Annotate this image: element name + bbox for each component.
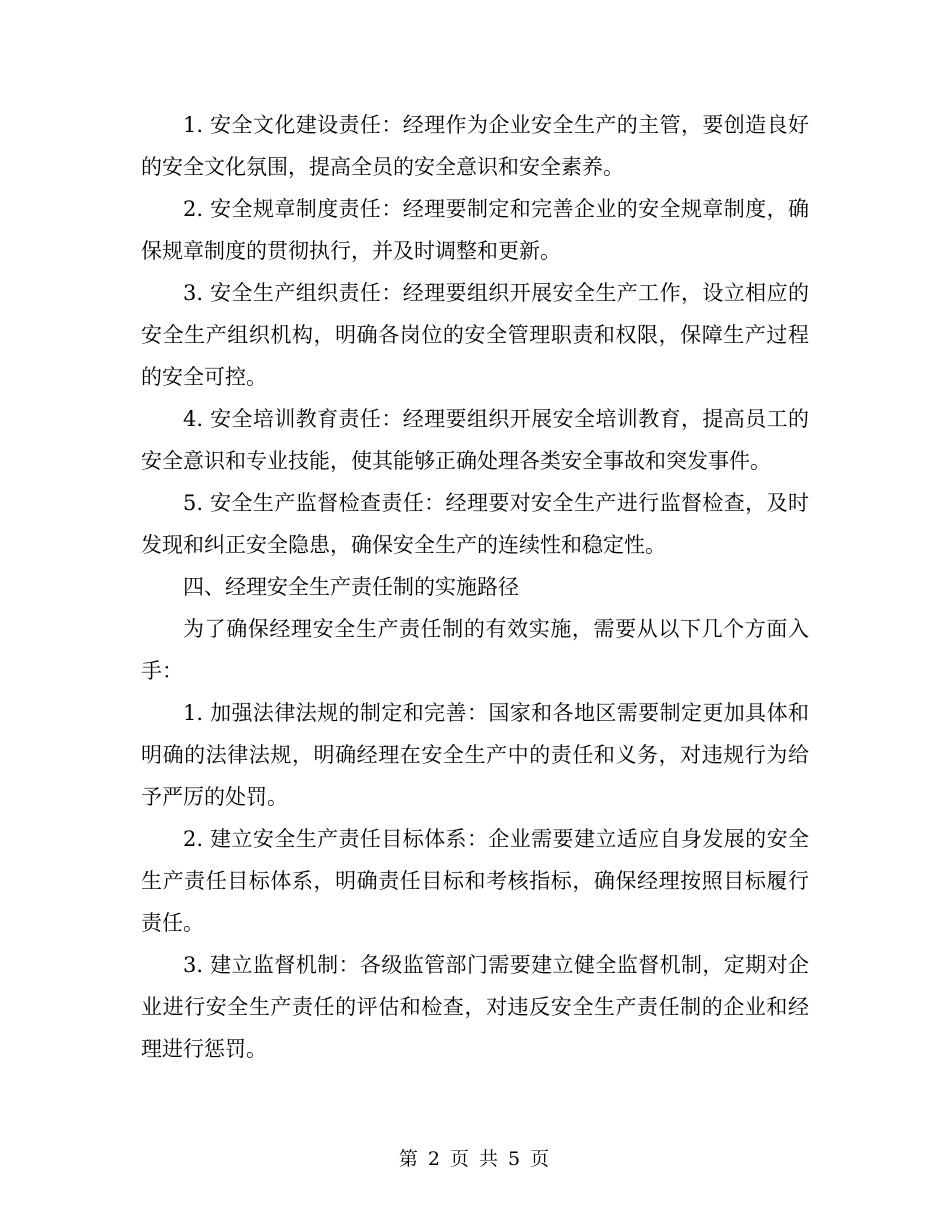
paragraph-rules-responsibility: 2. 安全规章制度责任：经理要制定和完善企业的安全规章制度，确保规章制度的贯彻执行，并及时调整和更新。 — [141, 197, 809, 263]
paragraph-culture-responsibility: 1. 安全文化建设责任：经理作为企业安全生产的主管，要创造良好的安全文化氛围，提高全员的安全意识和安全素养。 — [141, 113, 809, 179]
paragraph-intro: 为了确保经理安全生产责任制的有效实施，需要从以下几个方面入手： — [141, 617, 809, 683]
paragraph-supervision-mechanism: 3. 建立监督机制：各级监管部门需要建立健全监督机制，定期对企业进行安全生产责任的评估和检查，对违反安全生产责任制的企业和经理进行惩罚。 — [141, 953, 809, 1061]
document-body — [141, 104, 809, 1070]
paragraph-supervision-responsibility: 5. 安全生产监督检查责任：经理要对安全生产进行监督检查，及时发现和纠正安全隐患，确保安全生产的连续性和稳定性。 — [141, 491, 809, 557]
paragraph-training-responsibility: 4. 安全培训教育责任：经理要组织开展安全培训教育，提高员工的安全意识和专业技能，使其能够正确处理各类安全事故和突发事件。 — [141, 407, 809, 473]
paragraph-target-system: 2. 建立安全生产责任目标体系：企业需要建立适应自身发展的安全生产责任目标体系，明确责任目标和考核指标，确保经理按照目标履行责任。 — [141, 827, 809, 935]
section-heading: 四、经理安全生产责任制的实施路径 — [183, 575, 519, 599]
paragraph-organization-responsibility: 3. 安全生产组织责任：经理要组织开展安全生产工作，设立相应的安全生产组织机构，明确各岗位的安全管理职责和权限，保障生产过程的安全可控。 — [141, 281, 809, 389]
paragraph-laws: 1. 加强法律法规的制定和完善：国家和各地区需要制定更加具体和明确的法律法规，明确经理在安全生产中的责任和义务，对违规行为给予严厉的处罚。 — [141, 701, 809, 809]
page-number-footer: 第 2 页 共 5 页 — [398, 1148, 552, 1170]
